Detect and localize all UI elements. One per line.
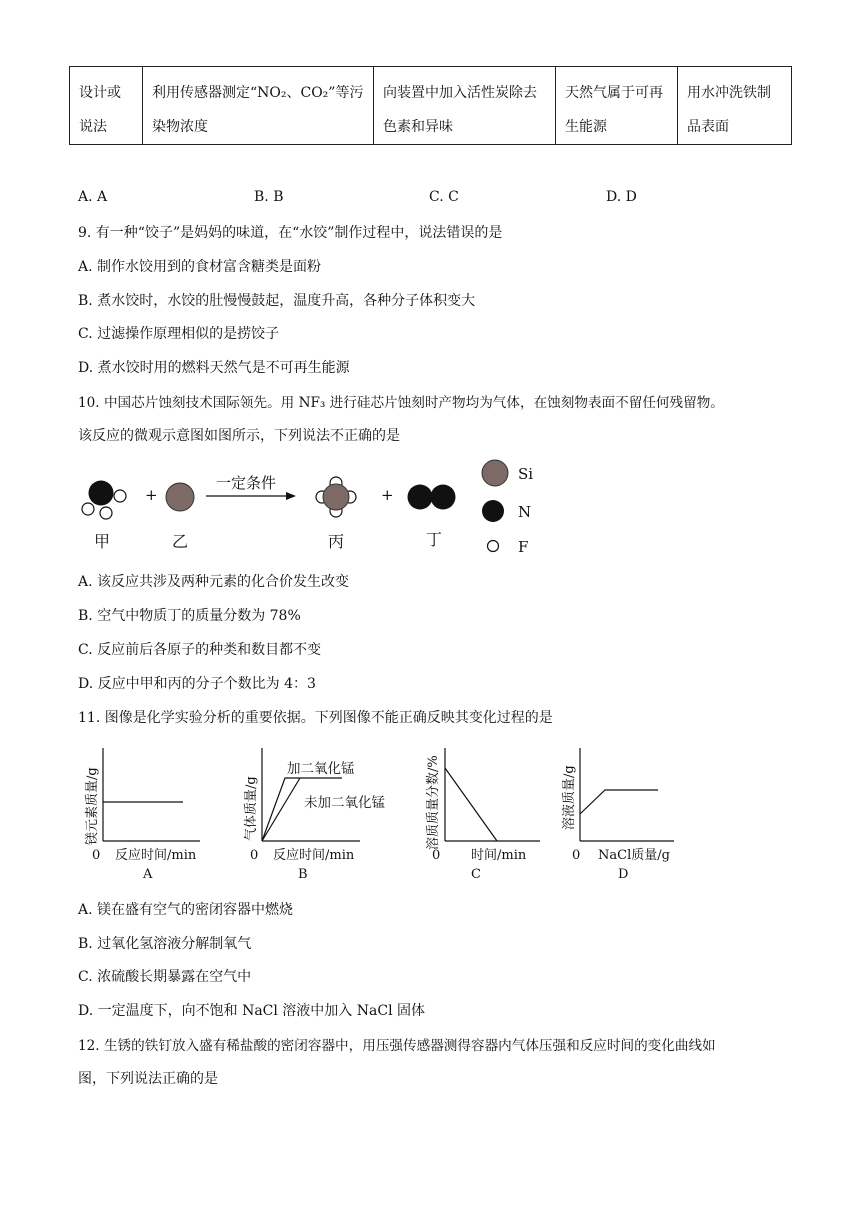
q11-option-d: D. 一定温度下，向不饱和 NaCl 溶液中加入 NaCl 固体 (78, 1003, 425, 1019)
arrow-head (286, 492, 296, 500)
chart-letter: B (298, 867, 308, 882)
label-ding: 丁 (426, 530, 443, 549)
chart-b (243, 748, 385, 882)
q10-option-d: D. 反应中甲和丙的分子个数比为 4：3 (78, 676, 316, 692)
plus-sign: + (145, 486, 158, 504)
q11-stem: 11. 图像是化学实验分析的重要依据。下列图像不能正确反映其变化过程的是 (78, 710, 553, 726)
q9-stem: 9. 有一种“饺子”是妈妈的味道，在“水饺”制作过程中，说法错误的是 (78, 225, 503, 241)
legend-n-swatch (482, 500, 504, 522)
x-axis-label: 时间/min (471, 848, 527, 863)
f-atom (100, 507, 112, 519)
molecule-bing (316, 477, 356, 517)
legend-si-label: Si (518, 465, 534, 483)
q9-option-a: A. 制作水饺用到的食材富含糖类是面粉 (78, 259, 322, 275)
origin-label: 0 (250, 848, 259, 863)
q9-option-b: B. 煮水饺时，水饺的肚慢慢鼓起，温度升高，各种分子体积变大 (78, 293, 476, 309)
n-atom (89, 481, 114, 506)
q8-option-a: A. A (78, 189, 108, 205)
q11-option-b: B. 过氧化氢溶液分解制氧气 (78, 936, 252, 952)
reaction-condition: 一定条件 (216, 474, 277, 492)
q8-option-d: D. D (606, 189, 637, 205)
legend-f-label: F (518, 538, 529, 556)
label-bing: 丙 (328, 532, 345, 551)
table-row (70, 67, 792, 145)
q8-table (69, 66, 792, 145)
chart-a (84, 748, 200, 882)
origin-label: 0 (572, 848, 581, 863)
chart-d (561, 748, 674, 882)
chart-letter: A (143, 867, 153, 882)
plus-sign: + (381, 486, 394, 504)
x-axis-label: 反应时间/min (273, 848, 355, 863)
origin-label: 0 (432, 848, 441, 863)
legend-n-label: N (518, 503, 532, 521)
f-atom (114, 490, 126, 502)
f-atom (82, 503, 94, 515)
origin-label: 0 (92, 848, 101, 863)
table-cell: 用水冲洗铁制品表面 (678, 67, 792, 145)
q10-option-b: B. 空气中物质丁的质量分数为 78% (78, 608, 301, 624)
q10-stem-line1: 10. 中国芯片蚀刻技术国际领先。用 NF₃ 进行硅芯片蚀刻时产物均为气体，在蚀刻物表面不留任何残留物。 (78, 395, 724, 411)
table-cell: 利用传感器测定“NO₂、CO₂”等污染物浓度 (143, 67, 374, 145)
q11-charts (0, 738, 860, 888)
chart-c (425, 748, 540, 882)
reaction-diagram (0, 455, 860, 565)
si-atom (323, 484, 349, 510)
x-axis-label: 反应时间/min (115, 848, 197, 863)
y-axis-label: 溶液质量/g (562, 765, 577, 830)
label-yi: 乙 (172, 532, 189, 551)
q8-option-b: B. B (254, 189, 284, 205)
series-label: 加二氧化锰 (287, 761, 355, 777)
q12-stem-line1: 12. 生锈的铁钉放入盛有稀盐酸的密闭容器中，用压强传感器测得容器内气体压强和反应时间的变化曲线如 (78, 1038, 716, 1054)
series-label: 未加二氧化锰 (304, 795, 385, 811)
q9-option-c: C. 过滤操作原理相似的是捞饺子 (78, 326, 280, 342)
chart-letter: C (471, 867, 481, 882)
table-cell: 天然气属于可再生能源 (556, 67, 678, 145)
q11-option-a: A. 镁在盛有空气的密闭容器中燃烧 (78, 902, 294, 918)
q10-option-a: A. 该反应共涉及两种元素的化合价发生改变 (78, 574, 350, 590)
q8-option-c: C. C (429, 189, 459, 205)
y-axis-label: 溶质质量分数/% (426, 755, 441, 850)
x-axis-label: NaCl质量/g (598, 848, 670, 863)
y-axis-label: 气体质量/g (244, 776, 259, 841)
q10-option-c: C. 反应前后各原子的种类和数目都不变 (78, 642, 322, 658)
q10-stem-line2: 该反应的微观示意图如图所示，下列说法不正确的是 (78, 428, 400, 444)
legend-si-swatch (482, 460, 508, 486)
molecule-jia (82, 481, 126, 520)
y-axis-label: 镁元素质量/g (85, 767, 100, 845)
q12-stem-line2: 图，下列说法正确的是 (78, 1071, 218, 1087)
molecule-ding (408, 485, 456, 510)
q11-option-c: C. 浓硫酸长期暴露在空气中 (78, 969, 252, 985)
table-row-header: 设计或说法 (70, 67, 143, 145)
data-line (580, 790, 658, 814)
n-atom (431, 485, 456, 510)
data-line (445, 768, 497, 841)
chart-letter: D (618, 867, 629, 882)
n-atom (408, 485, 433, 510)
q9-option-d: D. 煮水饺时用的燃料天然气是不可再生能源 (78, 360, 350, 376)
label-jia: 甲 (94, 532, 111, 551)
legend-f-swatch (488, 541, 499, 552)
table-cell: 向装置中加入活性炭除去色素和异味 (374, 67, 556, 145)
molecule-yi (166, 483, 194, 511)
